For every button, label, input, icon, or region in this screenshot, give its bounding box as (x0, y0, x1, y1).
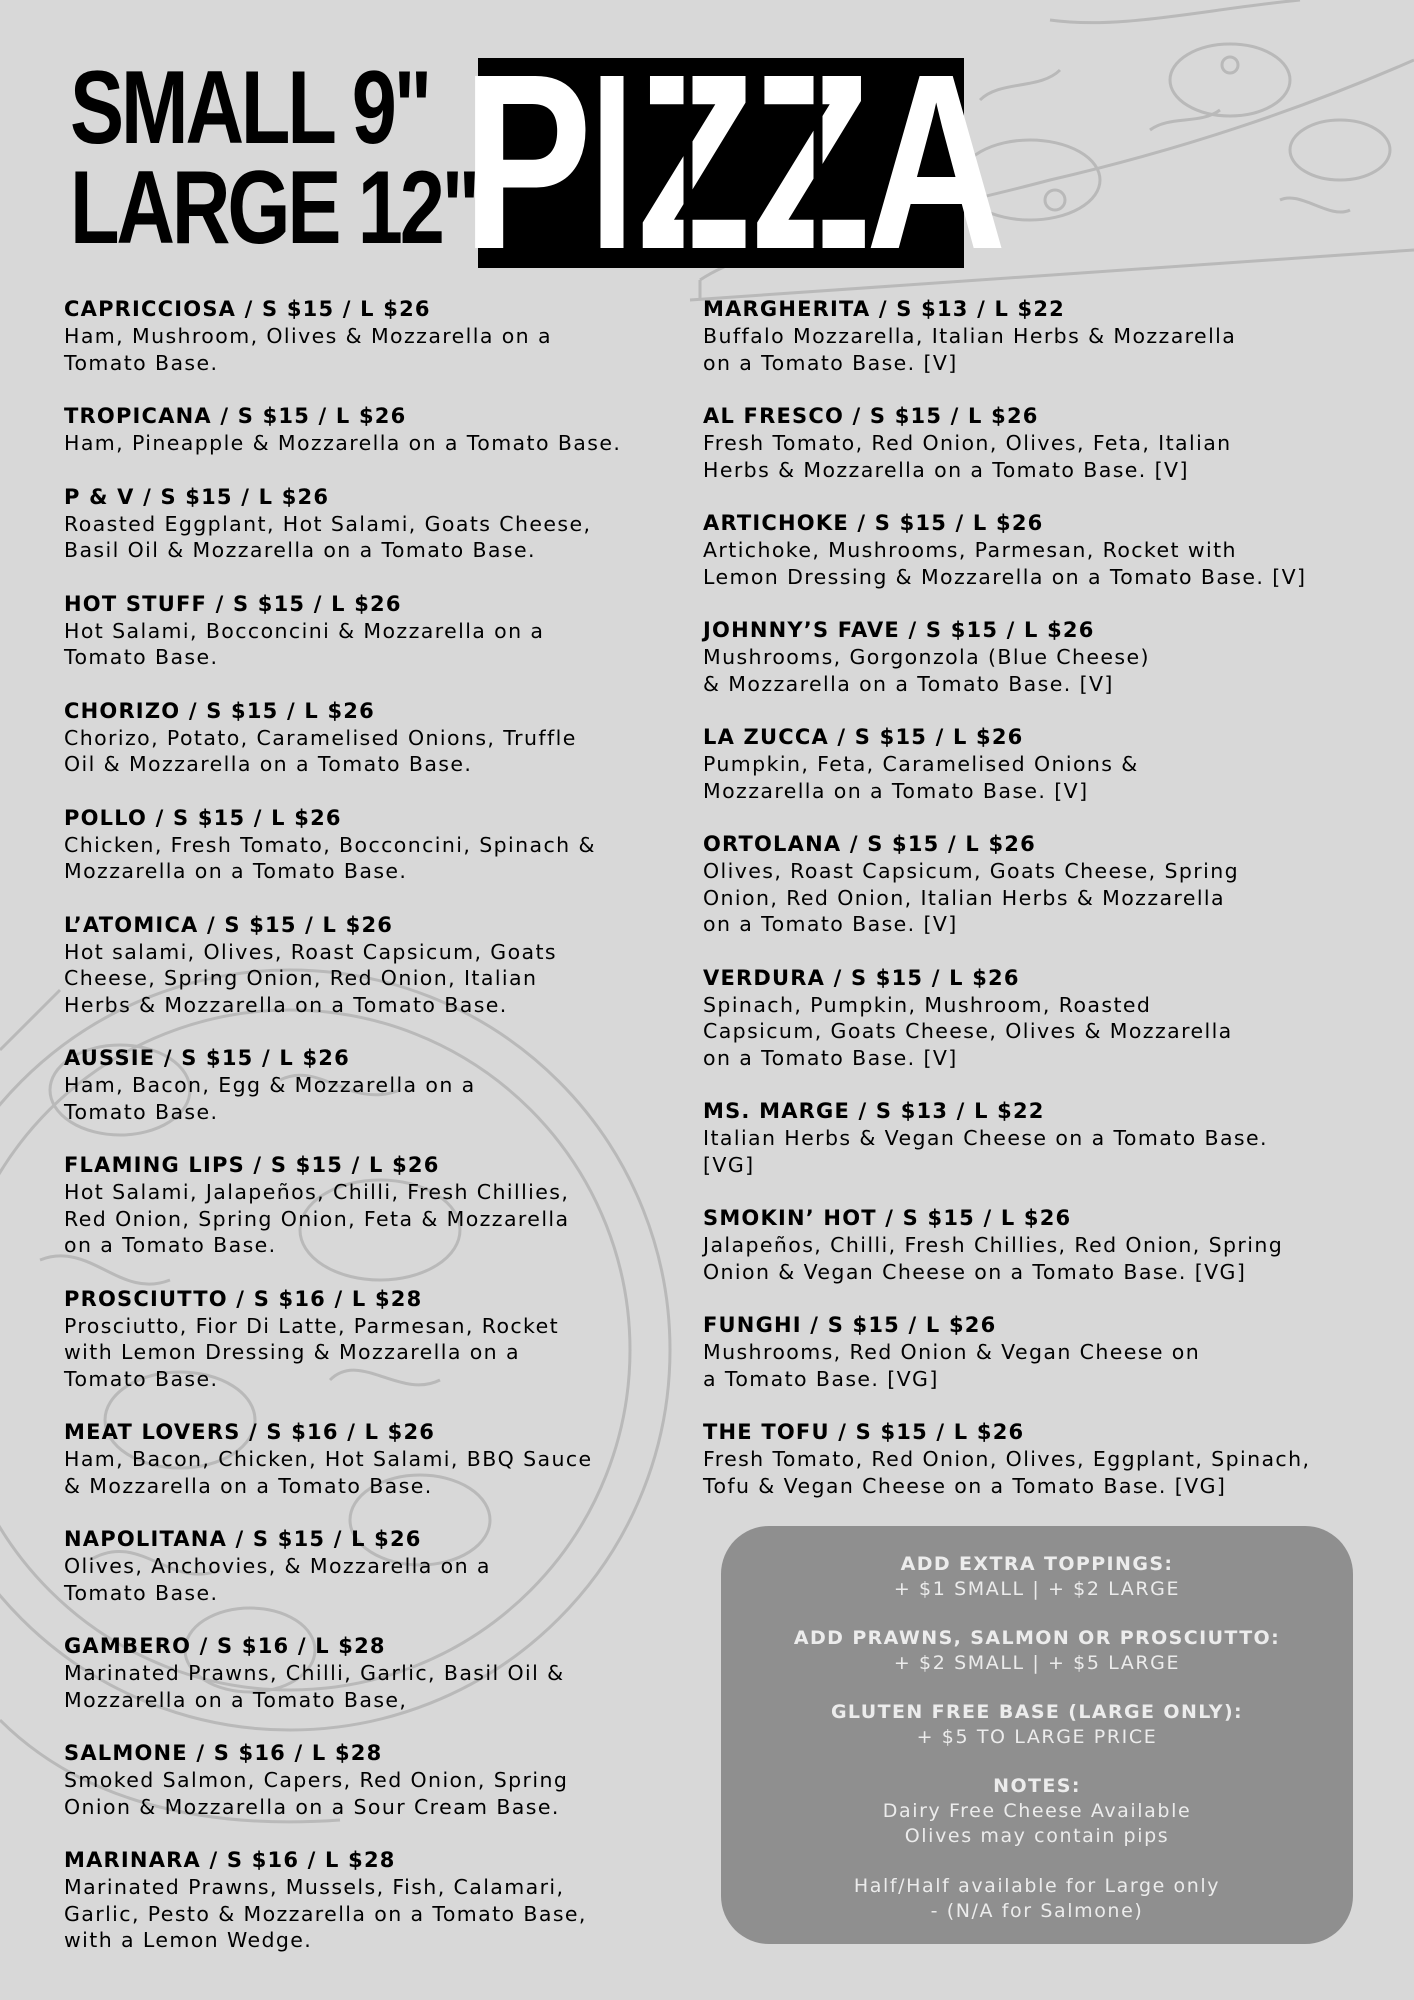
extra-toppings-group (721, 1552, 1353, 1602)
menu-column-right (703, 296, 1393, 1499)
menu-item-description: Artichoke, Mushrooms, Parmesan, Rocket with Lemon Dressing & Mozzarella on a Tomato Base. [V] (703, 538, 1307, 589)
menu-item (703, 724, 1393, 804)
menu-item-description: Roasted Eggplant, Hot Salami, Goats Cheese, Basil Oil & Mozzarella on a Tomato Base. (64, 511, 592, 562)
page-title: PIZZA (462, 22, 1002, 301)
menu-item-title: THE TOFU / S $15 / L $26 (703, 1420, 1025, 1444)
menu-item-description: Chicken, Fresh Tomato, Bocconcini, Spinach & Mozzarella on a Tomato Base. (64, 832, 596, 883)
menu-item-title: AUSSIE / S $15 / L $26 (64, 1046, 350, 1070)
menu-item-title: POLLO / S $15 / L $26 (64, 805, 342, 830)
menu-item-title: AL FRESCO / S $15 / L $26 (703, 404, 1039, 428)
menu-item-title: FLAMING LIPS / S $15 / L $26 (64, 1153, 440, 1177)
menu-column-left (64, 296, 694, 1954)
menu-item-title: HOT STUFF / S $15 / L $26 (64, 591, 402, 616)
premium-toppings-title: ADD PRAWNS, SALMON OR PROSCIUTTO: (793, 1627, 1281, 1649)
menu-item-title: PROSCIUTTO / S $16 / L $28 (64, 1286, 423, 1311)
menu-item (64, 403, 694, 457)
gluten-free-group (721, 1700, 1353, 1750)
menu-item (64, 1633, 694, 1713)
notes-group (721, 1774, 1353, 1924)
menu-item-title: NAPOLITANA / S $15 / L $26 (64, 1527, 422, 1551)
menu-item-description: Hot Salami, Jalapeños, Chilli, Fresh Chillies, Red Onion, Spring Onion, Feta & Mozzarella on a Tomato Base. (64, 1180, 570, 1257)
menu-item (703, 831, 1393, 938)
menu-item-description: Mushrooms, Gorgonzola (Blue Cheese) & Mozzarella on a Tomato Base. [V] (703, 645, 1150, 696)
menu-item-title: VERDURA / S $15 / L $26 (703, 965, 1020, 990)
menu-item-description: Ham, Mushroom, Olives & Mozzarella on a Tomato Base. (64, 324, 552, 375)
menu-item-title: TROPICANA / S $15 / L $26 (64, 404, 407, 428)
menu-item-title: MEAT LOVERS / S $16 / L $26 (64, 1420, 436, 1444)
menu-item (64, 1526, 694, 1606)
gluten-free-price: + $5 TO LARGE PRICE (916, 1726, 1158, 1748)
menu-item (703, 403, 1393, 483)
menu-item (64, 698, 694, 778)
menu-item-description: Chorizo, Potato, Caramelised Onions, Truffle Oil & Mozzarella on a Tomato Base. (64, 725, 577, 776)
menu-item-description: Marinated Prawns, Chilli, Garlic, Basil Oil & Mozzarella on a Tomato Base, (64, 1661, 565, 1712)
notes-title: NOTES: (993, 1775, 1081, 1797)
menu-item-title: MARINARA / S $16 / L $28 (64, 1848, 396, 1872)
menu-item (64, 1847, 694, 1954)
menu-item (64, 805, 694, 885)
menu-item-description: Marinated Prawns, Mussels, Fish, Calamari, Garlic, Pesto & Mozzarella on a Tomato Base, with a Lemon Wedge. (64, 1875, 587, 1952)
menu-item-description: Ham, Bacon, Chicken, Hot Salami, BBQ Sauce & Mozzarella on a Tomato Base. (64, 1447, 593, 1498)
menu-item-title: GAMBERO / S $16 / L $28 (64, 1634, 386, 1658)
menu-item-title: CHORIZO / S $15 / L $26 (64, 698, 375, 723)
menu-item (64, 591, 694, 671)
menu-item (703, 1312, 1393, 1392)
extras-info-box (721, 1526, 1353, 1944)
menu-item-title: CAPRICCIOSA / S $15 / L $26 (64, 297, 431, 321)
menu-item-description: Buffalo Mozzarella, Italian Herbs & Mozzarella on a Tomato Base. [V] (703, 324, 1237, 375)
menu-item-description: Italian Herbs & Vegan Cheese on a Tomato Base. [VG] (703, 1126, 1268, 1177)
menu-item-description: Ham, Bacon, Egg & Mozzarella on a Tomato Base. (64, 1073, 476, 1124)
menu-item (703, 1098, 1393, 1178)
menu-item (64, 912, 694, 1019)
premium-toppings-group (721, 1626, 1353, 1676)
menu-item-description: Fresh Tomato, Red Onion, Olives, Eggplant, Spinach, Tofu & Vegan Cheese on a Tomato Base. [VG] (703, 1447, 1311, 1498)
menu-item (64, 1152, 694, 1259)
menu-item-title: MARGHERITA / S $13 / L $22 (703, 297, 1065, 321)
extra-toppings-title: ADD EXTRA TOPPINGS: (900, 1553, 1174, 1575)
note-half-half: Half/Half available for Large only (853, 1875, 1221, 1897)
menu-item-title: MS. MARGE / S $13 / L $22 (703, 1099, 1045, 1123)
menu-item-title: JOHNNY’S FAVE / S $15 / L $26 (703, 618, 1095, 642)
menu-item-description: Ham, Pineapple & Mozzarella on a Tomato Base. (64, 431, 622, 455)
size-large-label: LARGE 12" (70, 150, 478, 266)
menu-item (703, 1419, 1393, 1499)
premium-toppings-price: + $2 SMALL | + $5 LARGE (893, 1652, 1181, 1674)
menu-item-title: ARTICHOKE / S $15 / L $26 (703, 511, 1044, 535)
menu-item-title: ORTOLANA / S $15 / L $26 (703, 832, 1036, 856)
extra-toppings-price: + $1 SMALL | + $2 LARGE (893, 1578, 1181, 1600)
menu-item (64, 1740, 694, 1820)
size-heading (70, 50, 478, 266)
menu-item (703, 510, 1393, 590)
menu-item (64, 484, 694, 564)
menu-item-title: P & V / S $15 / L $26 (64, 484, 330, 509)
menu-item-title: SMOKIN’ HOT / S $15 / L $26 (703, 1206, 1072, 1230)
menu-item-description: Pumpkin, Feta, Caramelised Onions & Mozzarella on a Tomato Base. [V] (703, 752, 1139, 803)
menu-item-description: Jalapeños, Chilli, Fresh Chillies, Red Onion, Spring Onion & Vegan Cheese on a Tomato Base. [VG] (703, 1233, 1284, 1284)
size-small-label: SMALL 9" (70, 50, 430, 166)
note-olives: Olives may contain pips (904, 1825, 1170, 1847)
gluten-free-title: GLUTEN FREE BASE (LARGE ONLY): (830, 1701, 1244, 1723)
menu-item-title: FUNGHI / S $15 / L $26 (703, 1313, 997, 1337)
menu-item-description: Smoked Salmon, Capers, Red Onion, Spring Onion & Mozzarella on a Sour Cream Base. (64, 1768, 569, 1819)
menu-item-description: Prosciutto, Fior Di Latte, Parmesan, Rocket with Lemon Dressing & Mozzarella on a Tomato Base. (64, 1313, 560, 1391)
menu-item-title: SALMONE / S $16 / L $28 (64, 1741, 383, 1765)
menu-item-description: Olives, Anchovies, & Mozzarella on a Tomato Base. (64, 1554, 491, 1605)
menu-item (703, 965, 1393, 1072)
menu-item-title: LA ZUCCA / S $15 / L $26 (703, 725, 1024, 749)
note-salmone: - (N/A for Salmone) (930, 1900, 1144, 1922)
menu-item-description: Olives, Roast Capsicum, Goats Cheese, Spring Onion, Red Onion, Italian Herbs & Mozzarella on a Tomato Base. [V] (703, 859, 1240, 936)
menu-item (703, 1205, 1393, 1285)
note-dairy-free: Dairy Free Cheese Available (882, 1800, 1192, 1822)
menu-item (703, 617, 1393, 697)
menu-item (703, 296, 1393, 376)
menu-item-title: L’ATOMICA / S $15 / L $26 (64, 912, 394, 937)
menu-item (64, 296, 694, 376)
menu-item-description: Fresh Tomato, Red Onion, Olives, Feta, Italian Herbs & Mozzarella on a Tomato Base. [V] (703, 431, 1232, 482)
menu-item-description: Spinach, Pumpkin, Mushroom, Roasted Capsicum, Goats Cheese, Olives & Mozzarella on a Tomato Base. [V] (703, 992, 1233, 1070)
menu-item (64, 1419, 694, 1499)
menu-item-description: Hot Salami, Bocconcini & Mozzarella on a Tomato Base. (64, 618, 545, 669)
menu-item (64, 1045, 694, 1125)
menu-item-description: Hot salami, Olives, Roast Capsicum, Goats Cheese, Spring Onion, Red Onion, Italian Herbs & Mozzarella on a Tomato Base. (64, 939, 557, 1017)
menu-item (64, 1286, 694, 1393)
menu-item-description: Mushrooms, Red Onion & Vegan Cheese on a Tomato Base. [VG] (703, 1340, 1201, 1391)
